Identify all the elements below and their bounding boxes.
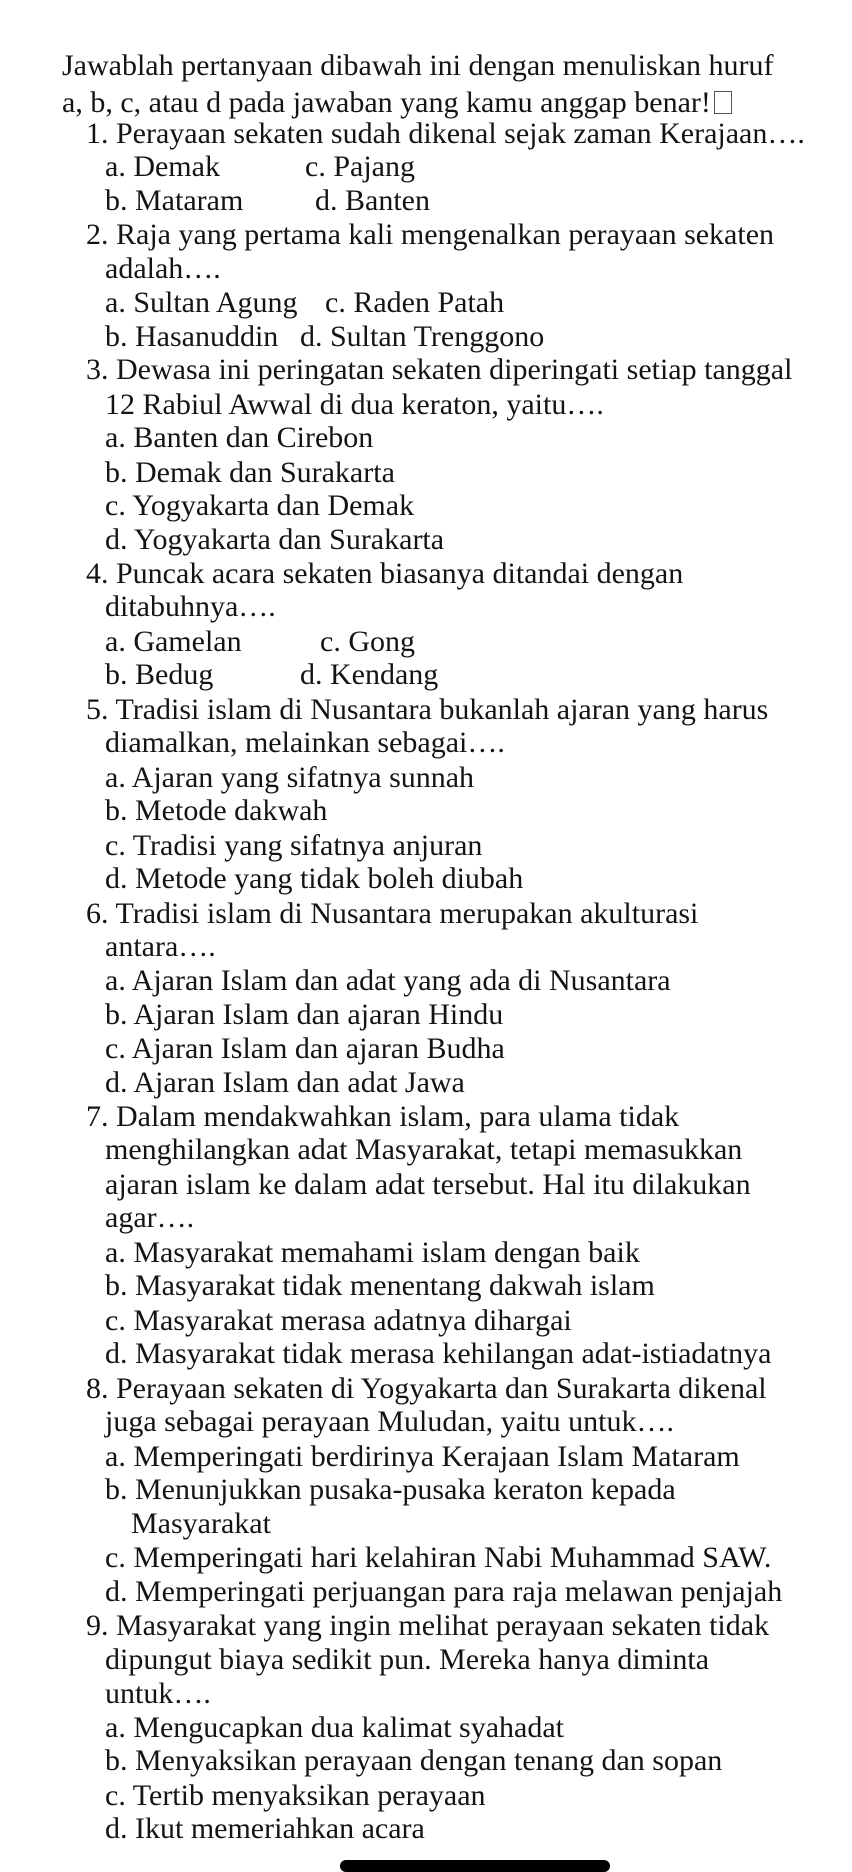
question-7-text-line-2: menghilangkan adat Masyarakat, tetapi memasukkan	[105, 1133, 743, 1167]
question-2-option-b: b. Hasanuddin	[105, 320, 279, 354]
question-4-option-b: b. Bedug	[105, 658, 214, 692]
question-7-option-d: d. Masyarakat tidak merasa kehilangan adat-istiadatnya	[105, 1337, 772, 1371]
question-4-option-c: c. Gong	[320, 625, 415, 658]
question-7-option-b: b. Masyarakat tidak menentang dakwah islam	[105, 1269, 655, 1303]
question-7-text-line-1: 7. Dalam mendakwahkan islam, para ulama tidak	[86, 1100, 680, 1134]
question-5-option-a: a. Ajaran yang sifatnya sunnah	[105, 760, 475, 794]
instruction-line-2-text: a, b, c, atau d pada jawaban yang kamu anggap benar!	[62, 85, 711, 119]
question-5-option-b: b. Metode dakwah	[105, 794, 328, 828]
question-6-option-c: c. Ajaran Islam dan ajaran Budha	[105, 1032, 505, 1066]
question-7-text-line-4: agar….	[105, 1201, 195, 1235]
question-3-option-c: c. Yogyakarta dan Demak	[105, 489, 415, 523]
question-8-option-d: d. Memperingati perjuangan para raja melawan penjajah	[105, 1575, 783, 1609]
question-3-text-line-2: 12 Rabiul Awwal di dua keraton, yaitu….	[105, 388, 604, 422]
question-2-text-line-2: adalah….	[105, 252, 221, 286]
question-6-option-a: a. Ajaran Islam dan adat yang ada di Nusantara	[105, 964, 671, 998]
question-9-text-line-2: dipungut biaya sedikit pun. Mereka hanya diminta	[105, 1643, 710, 1677]
question-8-option-b: b. Menunjukkan pusaka-pusaka keraton kepada	[105, 1472, 676, 1506]
question-1-option-c: c. Pajang	[305, 149, 415, 183]
question-9-option-b: b. Menyaksikan perayaan dengan tenang dan sopan	[105, 1744, 723, 1778]
question-5-option-c: c. Tradisi yang sifatnya anjuran	[105, 828, 483, 862]
question-4-option-d: d. Kendang	[300, 658, 439, 692]
question-8-option-b-continued: Masyarakat	[131, 1507, 271, 1541]
question-3-option-a: a. Banten dan Cirebon	[105, 421, 374, 455]
question-9-text-line-1: 9. Masyarakat yang ingin melihat perayaan sekaten tidak	[86, 1608, 770, 1642]
question-5-text-line-1: 5. Tradisi islam di Nusantara bukanlah ajaran yang harus	[86, 692, 769, 726]
question-7-option-c: c. Masyarakat merasa adatnya dihargai	[105, 1303, 572, 1337]
question-5-text-line-2: diamalkan, melainkan sebagai….	[105, 726, 505, 760]
question-9-option-c: c. Tertib menyaksikan perayaan	[105, 1778, 486, 1812]
question-8-option-a: a. Memperingati berdirinya Kerajaan Islam Mataram	[105, 1439, 740, 1473]
question-9-text-line-3: untuk….	[105, 1676, 211, 1710]
question-8-option-c: c. Memperingati hari kelahiran Nabi Muhammad SAW.	[105, 1540, 772, 1574]
question-6-option-d: d. Ajaran Islam dan adat Jawa	[105, 1065, 465, 1099]
question-2-option-c: c. Raden Patah	[325, 285, 505, 319]
question-5-option-d: d. Metode yang tidak boleh diubah	[105, 861, 524, 895]
question-1-option-a: a. Demak	[105, 149, 220, 183]
question-4-text-line-1: 4. Puncak acara sekaten biasanya ditandai dengan	[86, 557, 684, 591]
missing-glyph-box-icon	[714, 91, 732, 114]
question-1-text: 1. Perayaan sekaten sudah dikenal sejak zaman Kerajaan….	[86, 116, 805, 150]
question-9-option-d: d. Ikut memeriahkan acara	[105, 1812, 425, 1846]
instruction-line-1: Jawablah pertanyaan dibawah ini dengan menuliskan huruf	[62, 48, 774, 82]
question-2-option-a: a. Sultan Agung	[105, 285, 298, 319]
question-6-option-b: b. Ajaran Islam dan ajaran Hindu	[105, 997, 504, 1031]
question-2-option-d: d. Sultan Trenggono	[300, 320, 545, 354]
question-7-option-a: a. Masyarakat memahami islam dengan baik	[105, 1235, 640, 1269]
question-3-option-d: d. Yogyakarta dan Surakarta	[105, 522, 445, 556]
redaction-bar	[340, 1860, 610, 1872]
question-3-option-b: b. Demak dan Surakarta	[105, 455, 395, 489]
question-8-text-line-2: juga sebagai perayaan Muludan, yaitu untuk….	[105, 1405, 675, 1438]
question-1-option-b: b. Mataram	[105, 184, 244, 218]
question-9-option-a: a. Mengucapkan dua kalimat syahadat	[105, 1711, 564, 1745]
question-6-text-line-2: antara….	[105, 929, 216, 963]
question-4-text-line-2: ditabuhnya….	[105, 590, 276, 624]
question-2-text-line-1: 2. Raja yang pertama kali mengenalkan perayaan sekaten	[86, 217, 775, 251]
question-4-option-a: a. Gamelan	[105, 625, 242, 658]
question-3-text-line-1: 3. Dewasa ini peringatan sekaten diperingati setiap tanggal	[86, 353, 793, 387]
question-6-text-line-1: 6. Tradisi islam di Nusantara merupakan akulturasi	[86, 896, 699, 930]
question-7-text-line-3: ajaran islam ke dalam adat tersebut. Hal itu dilakukan	[105, 1168, 751, 1202]
question-8-text-line-1: 8. Perayaan sekaten di Yogyakarta dan Surakarta dikenal	[86, 1371, 767, 1405]
question-1-option-d: d. Banten	[315, 184, 430, 218]
